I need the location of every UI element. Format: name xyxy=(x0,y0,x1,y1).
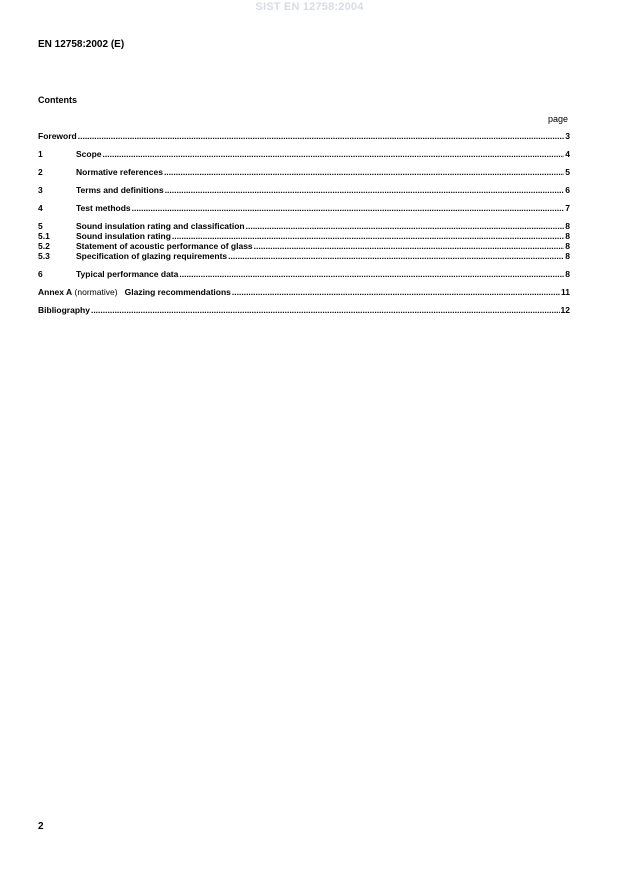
toc-entry-page: 8 xyxy=(565,269,570,279)
toc-entry-page: 8 xyxy=(565,251,570,261)
toc-leader-dots xyxy=(179,269,564,279)
toc-entry-title: Glazing recommendations xyxy=(124,287,231,297)
toc-leader-dots xyxy=(165,185,565,195)
toc-entry-test-methods[interactable] xyxy=(38,203,570,213)
toc-entry-number: 4 xyxy=(38,203,43,213)
toc-entry-title: Scope xyxy=(76,149,102,159)
page-column-label: page xyxy=(547,114,568,124)
toc-entry-page: 7 xyxy=(565,203,570,213)
toc-leader-dots xyxy=(232,287,560,297)
toc-entry-specification-of-glazing-requirements[interactable] xyxy=(38,251,570,261)
toc-entry-normative-references[interactable] xyxy=(38,167,570,177)
toc-entry-title: Test methods xyxy=(76,203,131,213)
toc-leader-dots xyxy=(78,131,565,141)
toc-entry-page: 11 xyxy=(561,287,570,297)
toc-entry-annex-a[interactable] xyxy=(38,287,570,297)
toc-entry-title: Foreword xyxy=(38,131,77,141)
toc-leader-dots xyxy=(91,305,560,315)
toc-entry-sound-insulation-rating-and-classification[interactable] xyxy=(38,221,570,231)
toc-leader-dots xyxy=(228,251,564,261)
toc-leader-dots xyxy=(103,149,565,159)
toc-entry-title: Sound insulation rating and classification xyxy=(76,221,245,231)
toc-entry-page: 6 xyxy=(565,185,570,195)
toc-entry-title: Statement of acoustic performance of glass xyxy=(76,241,253,251)
toc-leader-dots xyxy=(164,167,564,177)
toc-entry-number: 5 xyxy=(38,221,43,231)
toc-entry-page: 12 xyxy=(560,305,570,315)
toc-entry-number: 2 xyxy=(38,167,43,177)
toc-entry-page: 3 xyxy=(565,131,570,141)
toc-annex-type xyxy=(72,287,124,297)
toc-entry-number: 5.1 xyxy=(38,231,50,241)
watermark: SIST EN 12758:2004 xyxy=(255,1,364,13)
toc-entry-number: 6 xyxy=(38,269,43,279)
toc-entry-page: 8 xyxy=(565,231,570,241)
toc-entry-page: 8 xyxy=(565,221,570,231)
toc-entry-page: 5 xyxy=(565,167,570,177)
toc-entry-title: Sound insulation rating xyxy=(76,231,171,241)
toc-entry-typical-performance-data[interactable] xyxy=(38,269,570,279)
toc-entry-foreword[interactable] xyxy=(38,131,570,141)
toc-entry-title: Bibliography xyxy=(38,305,90,315)
toc-entry-number: 5.2 xyxy=(38,241,50,251)
toc-leader-dots xyxy=(246,221,565,231)
toc-entry-scope[interactable] xyxy=(38,149,570,159)
toc-entry-page: 8 xyxy=(565,241,570,251)
toc-annex-label: Annex A xyxy=(38,287,73,297)
toc-entry-number: 1 xyxy=(38,149,43,159)
toc-entry-bibliography[interactable] xyxy=(38,305,570,315)
page-number: 2 xyxy=(38,821,44,832)
toc-entry-terms-and-definitions[interactable] xyxy=(38,185,570,195)
toc-entry-sound-insulation-rating[interactable] xyxy=(38,231,570,241)
toc-leader-dots xyxy=(172,231,564,241)
toc-entry-title: Specification of glazing requirements xyxy=(76,251,228,261)
toc-entry-title: Typical performance data xyxy=(76,269,179,279)
toc-entry-statement-of-acoustic-performance[interactable] xyxy=(38,241,570,251)
toc-entry-number: 5.3 xyxy=(38,251,50,261)
document-id: EN 12758:2002 (E) xyxy=(38,39,125,50)
toc-entry-title: Normative references xyxy=(76,167,163,177)
toc-annex-type-text: (normative) xyxy=(74,287,118,297)
toc-leader-dots xyxy=(132,203,565,213)
table-of-contents xyxy=(38,131,570,315)
toc-leader-dots xyxy=(254,241,565,251)
toc-entry-number: 3 xyxy=(38,185,43,195)
toc-entry-title: Terms and definitions xyxy=(76,185,164,195)
contents-heading: Contents xyxy=(38,95,77,105)
toc-entry-page: 4 xyxy=(565,149,570,159)
